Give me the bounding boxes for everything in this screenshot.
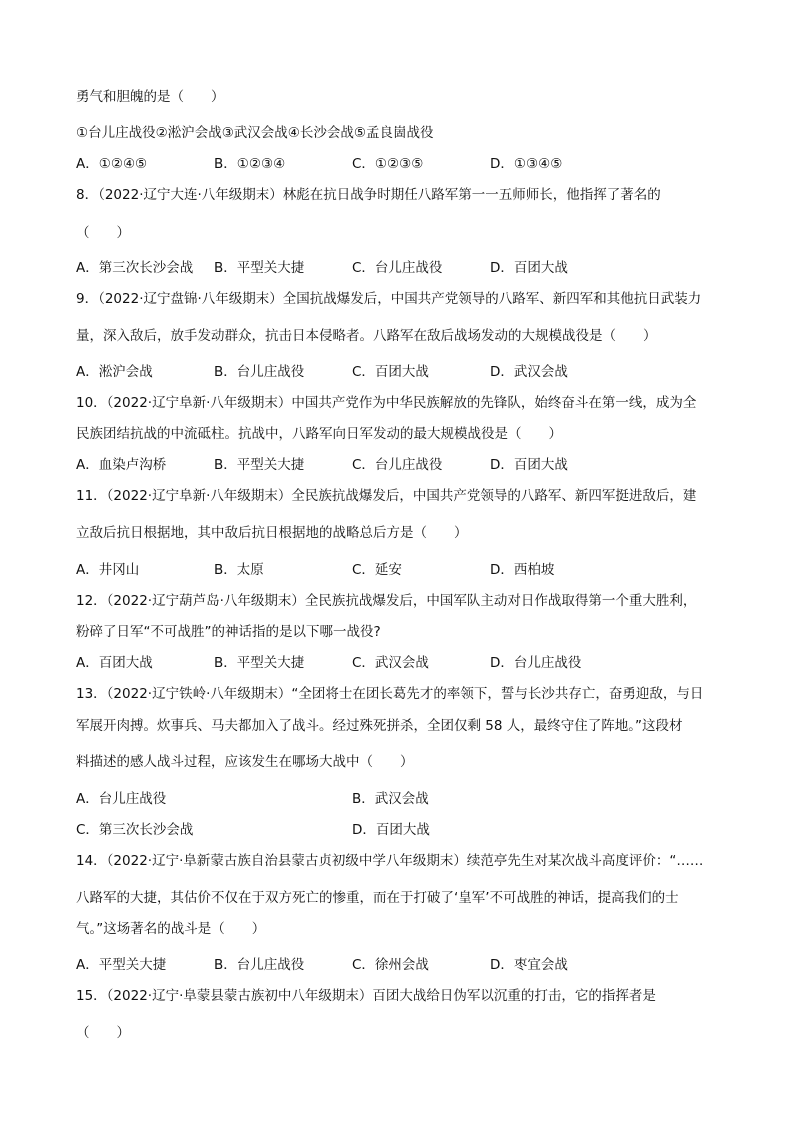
- q13-options-row-2: [76, 821, 736, 839]
- q13-options-row-1: [76, 790, 736, 808]
- q8-option-c[interactable]: C．台儿庄战役: [352, 260, 443, 276]
- q12-options: [76, 654, 736, 672]
- q11-line-1: 11．（2022·辽宁阜新·八年级期末）全民族抗战爆发后，中国共产党领导的八路军、新四军挺进敌后，建: [76, 488, 697, 504]
- q7-option-d[interactable]: D．①③④⑤: [490, 156, 563, 172]
- q15-line-2: （ ）: [76, 1025, 130, 1041]
- q11-options: [76, 561, 736, 579]
- q9-option-a[interactable]: A．淞沪会战: [76, 364, 153, 380]
- q13-line-1: 13．（2022·辽宁铁岭·八年级期末）“全团将士在团长葛先才的率领下，誓与长沙共存亡，奋勇迎敌，与日: [76, 686, 704, 702]
- q14-option-b[interactable]: B．台儿庄战役: [214, 957, 305, 973]
- q9-option-d[interactable]: D．武汉会战: [490, 364, 568, 380]
- q13-option-c[interactable]: C．第三次长沙会战: [76, 822, 194, 838]
- q12-line-1: 12．（2022·辽宁葫芦岛·八年级期末）全民族抗战爆发后，中国军队主动对日作战取得第一个重大胜利，: [76, 593, 697, 609]
- q8-option-d[interactable]: D．百团大战: [490, 260, 568, 276]
- q14-line-1: 14．（2022·辽宁·阜新蒙古族自治县蒙古贞初级中学八年级期末）续范亭先生对某次战斗高度评价：“……: [76, 853, 704, 869]
- q12-option-b[interactable]: B．平型关大捷: [214, 655, 305, 671]
- q12-option-c[interactable]: C．武汉会战: [352, 655, 429, 671]
- q7-items-line: ①台儿庄战役②淞沪会战③武汉会战④长沙会战⑤孟良崮战役: [76, 125, 434, 141]
- q11-option-b[interactable]: B．太原: [214, 562, 264, 578]
- q11-option-c[interactable]: C．延安: [352, 562, 402, 578]
- q7-options: [76, 155, 736, 173]
- q12-line-2: 粉碎了日军“不可战胜”的神话指的是以下哪一战役?: [76, 624, 381, 640]
- q9-line-1: 9．（2022·辽宁盘锦·八年级期末）全国抗战爆发后，中国共产党领导的八路军、新四军和其他抗日武装力: [76, 291, 702, 307]
- q14-options: [76, 956, 736, 974]
- q14-line-3: 气。”这场著名的战斗是（ ）: [76, 921, 266, 937]
- q11-option-d[interactable]: D．西柏坡: [490, 562, 555, 578]
- q7-stem-line: 勇气和胆魄的是（ ）: [76, 89, 225, 105]
- q12-option-a[interactable]: A．百团大战: [76, 655, 153, 671]
- q8-option-b[interactable]: B．平型关大捷: [214, 260, 305, 276]
- q9-option-c[interactable]: C．百团大战: [352, 364, 429, 380]
- q10-option-a[interactable]: A．血染卢沟桥: [76, 457, 167, 473]
- q14-option-d[interactable]: D．枣宜会战: [490, 957, 568, 973]
- q13-option-a[interactable]: A．台儿庄战役: [76, 791, 167, 807]
- q10-option-d[interactable]: D．百团大战: [490, 457, 568, 473]
- q14-option-c[interactable]: C．徐州会战: [352, 957, 429, 973]
- q10-option-c[interactable]: C．台儿庄战役: [352, 457, 443, 473]
- q7-option-b[interactable]: B．①②③④: [214, 156, 286, 172]
- q9-line-2: 量，深入敌后，放手发动群众，抗击日本侵略者。八路军在敌后战场发动的大规模战役是（ ）: [76, 328, 657, 344]
- q7-option-a[interactable]: A．①②④⑤: [76, 156, 148, 172]
- q12-option-d[interactable]: D．台儿庄战役: [490, 655, 582, 671]
- q15-line-1: 15．（2022·辽宁·阜蒙县蒙古族初中八年级期末）百团大战给日伪军以沉重的打击，它的指挥者是: [76, 988, 656, 1004]
- q13-option-b[interactable]: B．武汉会战: [352, 791, 429, 807]
- q10-options: [76, 456, 736, 474]
- q14-option-a[interactable]: A．平型关大捷: [76, 957, 167, 973]
- q8-options: [76, 259, 736, 277]
- q10-line-2: 民族团结抗战的中流砥柱。抗战中，八路军向日军发动的最大规模战役是（ ）: [76, 426, 562, 442]
- q10-line-1: 10．（2022·辽宁阜新·八年级期末）中国共产党作为中华民族解放的先锋队，始终奋斗在第一线，成为全: [76, 395, 697, 411]
- q11-option-a[interactable]: A．井冈山: [76, 562, 140, 578]
- q9-options: [76, 363, 736, 381]
- q8-line-2: （ ）: [76, 225, 130, 241]
- q10-option-b[interactable]: B．平型关大捷: [214, 457, 305, 473]
- q7-option-c[interactable]: C．①②③⑤: [352, 156, 424, 172]
- q8-line-1: 8．（2022·辽宁大连·八年级期末）林彪在抗日战争时期任八路军第一一五师师长，他指挥了著名的: [76, 187, 661, 203]
- q13-line-3: 料描述的感人战斗过程，应该发生在哪场大战中（ ）: [76, 754, 414, 770]
- q13-option-d[interactable]: D．百团大战: [352, 822, 430, 838]
- q8-option-a[interactable]: A．第三次长沙会战: [76, 260, 194, 276]
- q13-line-2: 军展开肉搏。炊事兵、马夫都加入了战斗。经过殊死拼杀，全团仅剩 58 人，最终守住了阵地。”这段材: [76, 718, 683, 734]
- q11-line-2: 立敌后抗日根据地，其中敌后抗日根据地的战略总后方是（ ）: [76, 525, 468, 541]
- q14-line-2: 八路军的大捷，其估价不仅在于双方死亡的惨重，而在于打破了‘皇军’不可战胜的神话，提高我们的士: [76, 890, 679, 906]
- q9-option-b[interactable]: B．台儿庄战役: [214, 364, 305, 380]
